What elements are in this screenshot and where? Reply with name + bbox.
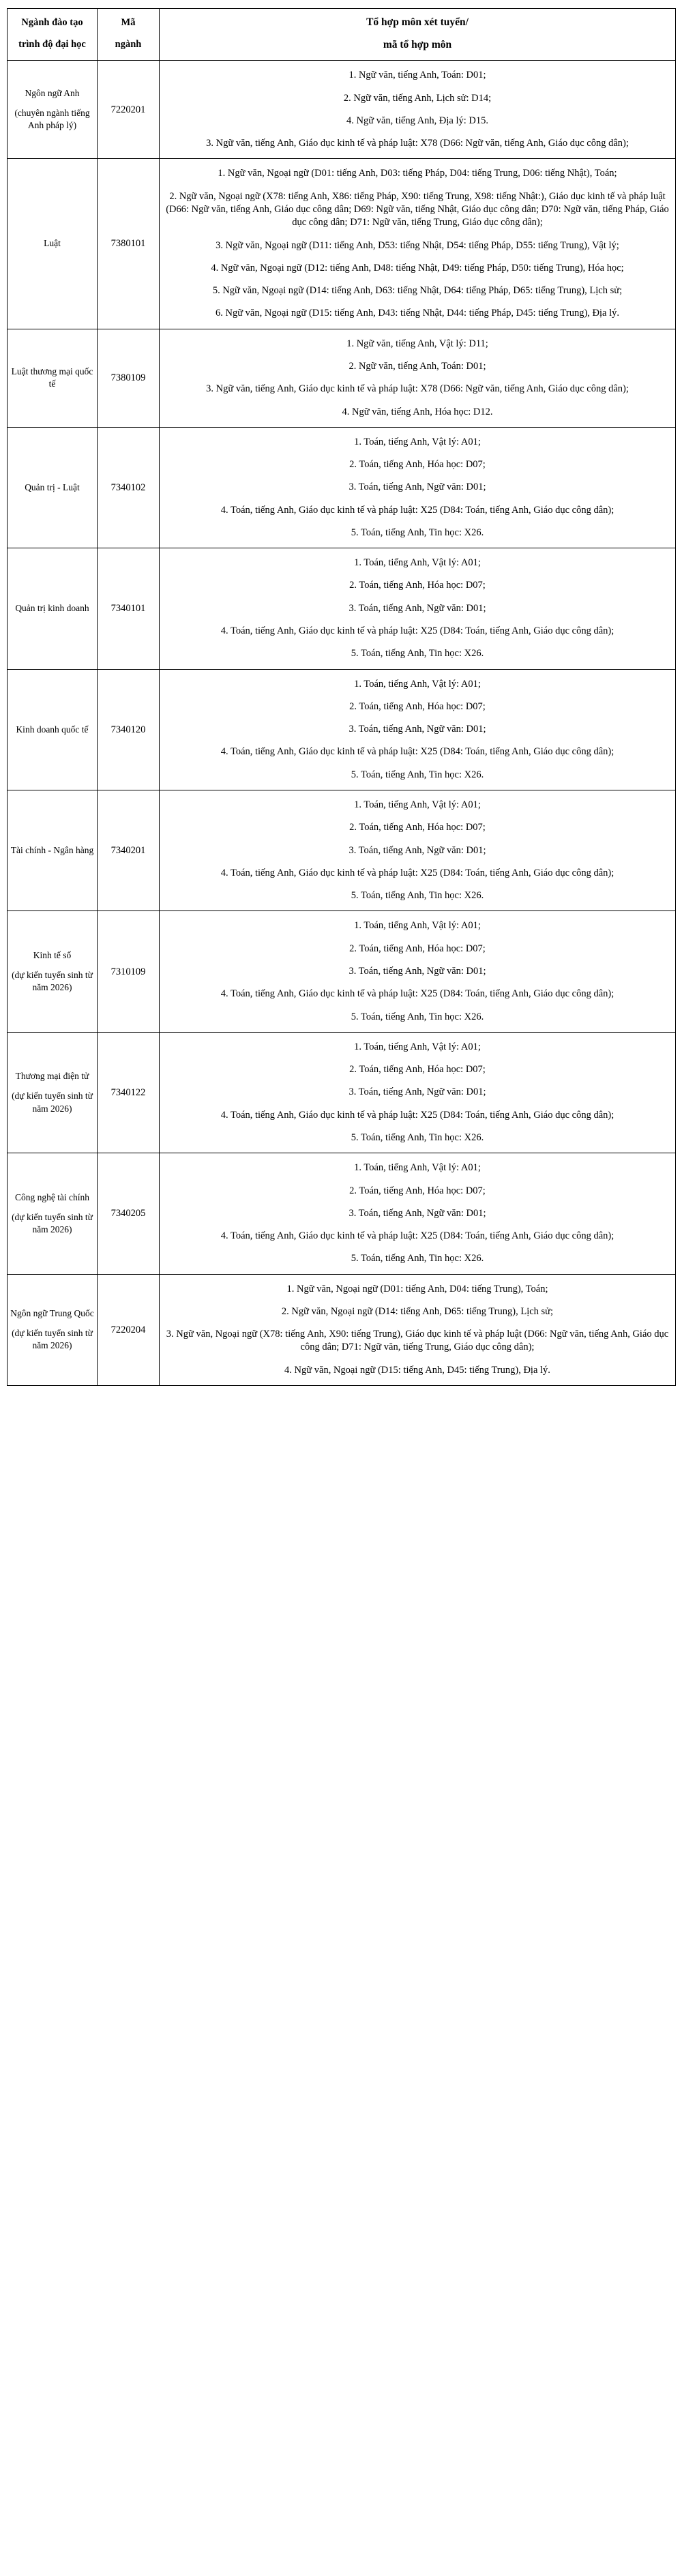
program-name-cell (8, 427, 98, 548)
subject-combination-item: 1. Toán, tiếng Anh, Vật lý: A01; (354, 799, 481, 810)
subject-combination-item: 4. Ngữ văn, tiếng Anh, Địa lý: D15. (346, 115, 489, 126)
program-code-cell: 7340102 (98, 427, 160, 548)
subject-combination-list (164, 338, 671, 419)
program-name: Quản trị - Luật (25, 482, 80, 492)
program-name-cell (8, 790, 98, 911)
subject-combination-list (164, 1161, 671, 1265)
subject-combination-cell (160, 911, 676, 1032)
table-row (8, 329, 676, 427)
subject-combination-item: 2. Ngữ văn, tiếng Anh, Lịch sử: D14; (343, 92, 492, 104)
table-row (8, 1032, 676, 1153)
admissions-table (7, 8, 676, 1386)
program-name: Kinh doanh quốc tế (16, 724, 89, 735)
subject-combination-list (164, 919, 671, 1023)
subject-combination-item: 2. Toán, tiếng Anh, Hóa học: D07; (349, 580, 486, 591)
program-note: (dự kiến tuyển sinh từ năm 2026) (12, 1211, 93, 1234)
subject-combination-item: 3. Toán, tiếng Anh, Ngữ văn: D01; (349, 724, 486, 735)
subject-combination-item: 1. Toán, tiếng Anh, Vật lý: A01; (354, 920, 481, 932)
program-name: Kinh tế số (33, 949, 72, 960)
subject-combination-item: 2. Ngữ văn, Ngoại ngữ (X78: tiếng Anh, X86: tiếng Pháp, X90: tiếng Trung, X98: tiếng Nhật:), Giáo dục kinh tế và pháp luật (D66: Ngữ văn, tiếng Anh, Giáo dục công dân; D69: Ngữ văn, tiếng Nhật, Giáo dục công dân; D70: Ngữ văn, tiếng Pháp, Giáo dục công dân; D71: Ngữ văn, tiếng Trung, Giáo dục công dân); (166, 190, 669, 228)
program-name: Thương mại điện tử (15, 1071, 89, 1082)
subject-combination-cell (160, 61, 676, 159)
header-spacer (100, 29, 156, 38)
subject-combination-item: 1. Ngữ văn, tiếng Anh, Vật lý: D11; (346, 338, 488, 349)
subject-combination-list (164, 69, 671, 150)
program-code-cell: 7310109 (98, 911, 160, 1032)
subject-combination-cell (160, 329, 676, 427)
subject-combination-item: 5. Toán, tiếng Anh, Tin học: X26. (351, 1253, 484, 1264)
subject-combination-item: 1. Ngữ văn, tiếng Anh, Toán: D01; (349, 70, 486, 81)
subject-combination-cell (160, 548, 676, 669)
subject-combination-item: 4. Toán, tiếng Anh, Giáo dục kinh tế và pháp luật: X25 (D84: Toán, tiếng Anh, Giáo dục công dân); (220, 746, 614, 758)
table-row (8, 1274, 676, 1385)
program-name-spacer (10, 962, 95, 969)
program-name: Công nghệ tài chính (14, 1191, 90, 1202)
subject-combination-item: 1. Toán, tiếng Anh, Vật lý: A01; (354, 678, 481, 690)
column-header-program-line2: trình độ đại học (18, 39, 86, 50)
program-name-spacer (10, 1320, 95, 1327)
subject-combination-item: 3. Toán, tiếng Anh, Ngữ văn: D01; (349, 1086, 486, 1098)
subject-combination-item: 6. Ngữ văn, Ngoại ngữ (D15: tiếng Anh, D43: tiếng Nhật, D44: tiếng Pháp, D45: tiếng Trung), Địa lý. (215, 308, 620, 319)
subject-combination-item: 4. Toán, tiếng Anh, Giáo dục kinh tế và pháp luật: X25 (D84: Toán, tiếng Anh, Giáo dục công dân); (220, 1109, 614, 1121)
subject-combination-item: 1. Ngữ văn, Ngoại ngữ (D01: tiếng Anh, D04: tiếng Trung), Toán; (286, 1283, 548, 1294)
subject-combination-item: 1. Toán, tiếng Anh, Vật lý: A01; (354, 1162, 481, 1174)
table-row (8, 1153, 676, 1274)
table-header (8, 9, 676, 61)
program-name-spacer (10, 1082, 95, 1090)
subject-combination-item: 2. Toán, tiếng Anh, Hóa học: D07; (349, 459, 486, 471)
program-name-spacer (10, 100, 95, 107)
program-code-cell: 7340120 (98, 669, 160, 790)
subject-combination-item: 4. Toán, tiếng Anh, Giáo dục kinh tế và pháp luật: X25 (D84: Toán, tiếng Anh, Giáo dục công dân); (220, 867, 614, 878)
program-name-cell (8, 669, 98, 790)
column-header-combination-line1: Tổ hợp môn xét tuyển/ (366, 16, 469, 28)
subject-combination-item: 2. Toán, tiếng Anh, Hóa học: D07; (349, 822, 486, 833)
subject-combination-item: 2. Ngữ văn, Ngoại ngữ (D14: tiếng Anh, D65: tiếng Trung), Lịch sử; (281, 1305, 554, 1317)
program-name-cell (8, 1274, 98, 1385)
column-header-program-line1: Ngành đào tạo (21, 17, 83, 29)
program-name-cell (8, 1032, 98, 1153)
subject-combination-cell (160, 1032, 676, 1153)
subject-combination-item: 5. Toán, tiếng Anh, Tin học: X26. (351, 527, 484, 538)
subject-combination-item: 1. Ngữ văn, Ngoại ngữ (D01: tiếng Anh, D03: tiếng Pháp, D04: tiếng Trung, D06: tiếng Nhật), Toán; (218, 168, 617, 179)
subject-combination-item: 5. Ngữ văn, Ngoại ngữ (D14: tiếng Anh, D63: tiếng Nhật, D64: tiếng Pháp, D65: tiếng Trung), Lịch sử; (212, 285, 623, 297)
program-note: (dự kiến tuyển sinh từ năm 2026) (12, 1328, 93, 1351)
subject-combination-cell (160, 1153, 676, 1274)
subject-combination-list (164, 557, 671, 660)
subject-combination-item: 2. Toán, tiếng Anh, Hóa học: D07; (349, 700, 486, 712)
subject-combination-item: 4. Ngữ văn, Ngoại ngữ (D15: tiếng Anh, D45: tiếng Trung), Địa lý. (284, 1364, 550, 1376)
program-note: (dự kiến tuyển sinh từ năm 2026) (12, 970, 93, 993)
program-name: Ngôn ngữ Trung Quốc (10, 1308, 94, 1319)
subject-combination-item: 5. Toán, tiếng Anh, Tin học: X26. (351, 648, 484, 660)
subject-combination-item: 2. Ngữ văn, tiếng Anh, Toán: D01; (349, 360, 486, 372)
subject-combination-item: 4. Toán, tiếng Anh, Giáo dục kinh tế và pháp luật: X25 (D84: Toán, tiếng Anh, Giáo dục công dân); (220, 988, 614, 1000)
subject-combination-item: 5. Toán, tiếng Anh, Tin học: X26. (351, 1011, 484, 1022)
subject-combination-item: 1. Toán, tiếng Anh, Vật lý: A01; (354, 557, 481, 569)
subject-combination-cell (160, 669, 676, 790)
program-name: Tài chính - Ngân hàng (10, 845, 94, 856)
program-name-cell (8, 61, 98, 159)
subject-combination-item: 3. Ngữ văn, Ngoại ngữ (D11: tiếng Anh, D53: tiếng Nhật, D54: tiếng Pháp, D55: tiếng Trung), Vật lý; (216, 239, 619, 251)
subject-combination-item: 1. Toán, tiếng Anh, Vật lý: A01; (354, 1041, 481, 1052)
subject-combination-cell (160, 790, 676, 911)
subject-combination-item: 3. Toán, tiếng Anh, Ngữ văn: D01; (349, 844, 486, 856)
subject-combination-item: 3. Ngữ văn, Ngoại ngữ (X78: tiếng Anh, X90: tiếng Trung), Giáo dục kinh tế và pháp luật (D66: Ngữ văn, tiếng Anh, Giáo dục công dân; D71: Ngữ văn, tiếng Trung, Giáo dục công dân); (166, 1329, 669, 1353)
subject-combination-item: 2. Toán, tiếng Anh, Hóa học: D07; (349, 1064, 486, 1076)
subject-combination-list (164, 799, 671, 902)
subject-combination-item: 4. Toán, tiếng Anh, Giáo dục kinh tế và pháp luật: X25 (D84: Toán, tiếng Anh, Giáo dục công dân); (220, 625, 614, 637)
subject-combination-item: 5. Toán, tiếng Anh, Tin học: X26. (351, 890, 484, 902)
subject-combination-list (164, 1283, 671, 1377)
subject-combination-list (164, 436, 671, 539)
table-row (8, 548, 676, 669)
subject-combination-item: 3. Ngữ văn, tiếng Anh, Giáo dục kinh tế và pháp luật: X78 (D66: Ngữ văn, tiếng Anh, Giáo dục công dân); (206, 138, 629, 149)
program-name: Luật (44, 238, 61, 249)
subject-combination-item: 4. Toán, tiếng Anh, Giáo dục kinh tế và pháp luật: X25 (D84: Toán, tiếng Anh, Giáo dục công dân); (220, 504, 614, 516)
subject-combination-item: 4. Ngữ văn, Ngoại ngữ (D12: tiếng Anh, D48: tiếng Nhật, D49: tiếng Pháp, D50: tiếng Trung), Hóa học; (211, 262, 624, 273)
subject-combination-item: 4. Ngữ văn, tiếng Anh, Hóa học: D12. (342, 406, 493, 417)
program-note: (dự kiến tuyển sinh từ năm 2026) (12, 1091, 93, 1114)
program-name-cell (8, 1153, 98, 1274)
header-spacer (162, 29, 672, 38)
table-row (8, 61, 676, 159)
subject-combination-item: 5. Toán, tiếng Anh, Tin học: X26. (351, 769, 484, 780)
table-row (8, 790, 676, 911)
subject-combination-item: 3. Toán, tiếng Anh, Ngữ văn: D01; (349, 965, 486, 977)
subject-combination-item: 3. Ngữ văn, tiếng Anh, Giáo dục kinh tế và pháp luật: X78 (D66: Ngữ văn, tiếng Anh, Giáo dục công dân); (206, 383, 629, 395)
program-name-cell (8, 548, 98, 669)
program-code-cell: 7340101 (98, 548, 160, 669)
subject-combination-item: 3. Toán, tiếng Anh, Ngữ văn: D01; (349, 1207, 486, 1219)
program-name: Ngôn ngữ Anh (25, 88, 80, 99)
column-header-program (8, 9, 98, 61)
subject-combination-cell (160, 1274, 676, 1385)
program-code-cell: 7340201 (98, 790, 160, 911)
subject-combination-item: 2. Toán, tiếng Anh, Hóa học: D07; (349, 1185, 486, 1196)
subject-combination-item: 2. Toán, tiếng Anh, Hóa học: D07; (349, 943, 486, 954)
column-header-code-line2: ngành (115, 39, 142, 50)
program-name: Quản trị kinh doanh (15, 603, 89, 614)
program-name-spacer (10, 1204, 95, 1211)
table-row (8, 911, 676, 1032)
program-name: Luật thương mại quốc tế (11, 366, 93, 389)
subject-combination-cell (160, 159, 676, 329)
subject-combination-item: 1. Toán, tiếng Anh, Vật lý: A01; (354, 436, 481, 447)
header-spacer (10, 29, 94, 38)
program-name-cell (8, 159, 98, 329)
program-code-cell: 7340205 (98, 1153, 160, 1274)
program-code-cell: 7380101 (98, 159, 160, 329)
subject-combination-list (164, 167, 671, 320)
table-body (8, 61, 676, 1386)
column-header-combination-line2: mã tổ hợp môn (383, 39, 452, 51)
program-name-cell (8, 329, 98, 427)
program-code-cell: 7380109 (98, 329, 160, 427)
subject-combination-item: 5. Toán, tiếng Anh, Tin học: X26. (351, 1131, 484, 1143)
program-name-cell (8, 911, 98, 1032)
header-row (8, 9, 676, 61)
subject-combination-item: 4. Toán, tiếng Anh, Giáo dục kinh tế và pháp luật: X25 (D84: Toán, tiếng Anh, Giáo dục công dân); (220, 1230, 614, 1242)
program-code-cell: 7220204 (98, 1274, 160, 1385)
subject-combination-list (164, 1041, 671, 1144)
column-header-combination (160, 9, 676, 61)
table-row (8, 669, 676, 790)
subject-combination-item: 3. Toán, tiếng Anh, Ngữ văn: D01; (349, 482, 486, 493)
column-header-code (98, 9, 160, 61)
program-note: (chuyên ngành tiếng Anh pháp lý) (14, 108, 90, 131)
subject-combination-item: 3. Toán, tiếng Anh, Ngữ văn: D01; (349, 602, 486, 614)
program-code-cell: 7220201 (98, 61, 160, 159)
table-row (8, 159, 676, 329)
column-header-code-line1: Mã (121, 17, 136, 29)
subject-combination-list (164, 678, 671, 782)
subject-combination-cell (160, 427, 676, 548)
table-row (8, 427, 676, 548)
program-code-cell: 7340122 (98, 1032, 160, 1153)
